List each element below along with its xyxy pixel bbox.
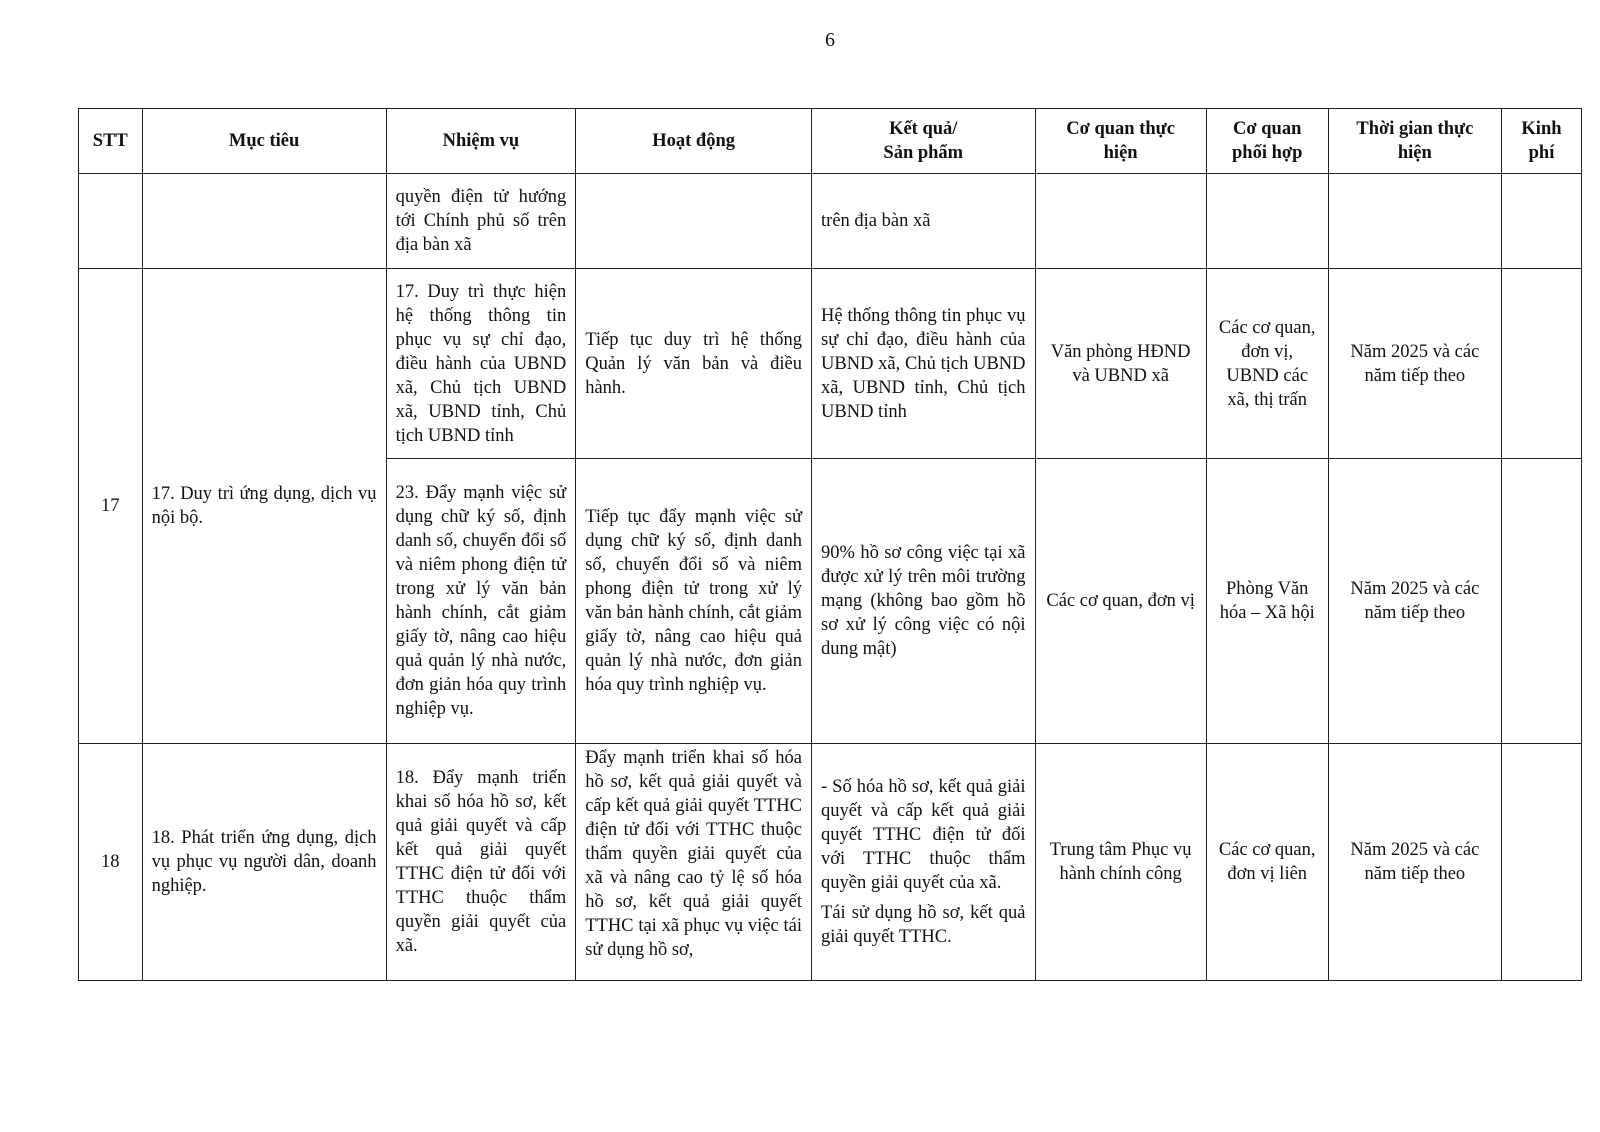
cell-co-quan-thuc-hien: Các cơ quan, đơn vị: [1035, 459, 1206, 744]
cell-co-quan-phoi-hop: Các cơ quan, đơn vị liên: [1206, 744, 1328, 981]
table-row: [79, 744, 1582, 981]
page-number: 6: [825, 29, 835, 51]
cell-stt: 17: [79, 269, 143, 744]
cell-thoi-gian: [1328, 174, 1501, 269]
cell-nhiem-vu: quyền điện tử hướng tới Chính phủ số trên địa bàn xã: [386, 174, 576, 269]
header-ket-qua: Kết quả/ Sản phẩm: [812, 109, 1036, 174]
cell-kinh-phi: [1501, 744, 1581, 981]
cell-co-quan-phoi-hop: Các cơ quan, đơn vị, UBND các xã, thị trấn: [1206, 269, 1328, 459]
header-co-quan-thuc-hien: Cơ quan thực hiện: [1035, 109, 1206, 174]
header-co-quan-phoi-hop: Cơ quan phối hợp: [1206, 109, 1328, 174]
cell-co-quan-thuc-hien: Trung tâm Phục vụ hành chính công: [1035, 744, 1206, 981]
ket-qua-item: Tái sử dụng hồ sơ, kết quả giải quyết TTHC.: [821, 903, 1026, 947]
header-thoi-gian: Thời gian thực hiện: [1328, 109, 1501, 174]
cell-kinh-phi: [1501, 174, 1581, 269]
hoat-dong-text: Đẩy mạnh triển khai số hóa hồ sơ, kết quả giải quyết và cấp kết quả giải quyết TTHC điện tử đối với TTHC thuộc thẩm quyền giải quyết của xã và nâng cao tỷ lệ số hóa hồ sơ, kết quả giải quyết TTHC tại xã phục vụ việc tái sử dụng hồ sơ,: [585, 748, 803, 960]
header-nhiem-vu: Nhiệm vụ: [386, 109, 576, 174]
ket-qua-item: - Số hóa hồ sơ, kết quả giải quyết và cấp kết quả giải quyết TTHC điện tử đối với TTHC thuộc thẩm quyền giải quyết của xã.: [821, 777, 1026, 893]
cell-thoi-gian: Năm 2025 và các năm tiếp theo: [1328, 744, 1501, 981]
cell-muc-tieu: [142, 174, 386, 269]
table-header-row: [79, 109, 1582, 174]
cell-co-quan-phoi-hop: [1206, 174, 1328, 269]
cell-thoi-gian: Năm 2025 và các năm tiếp theo: [1328, 459, 1501, 744]
cell-hoat-dong: [576, 744, 812, 981]
cell-ket-qua: Hệ thống thông tin phục vụ sự chỉ đạo, điều hành của UBND xã, Chủ tịch UBND xã, UBND tỉnh, Chủ tịch UBND tỉnh: [812, 269, 1036, 459]
cell-kinh-phi: [1501, 269, 1581, 459]
cell-thoi-gian: Năm 2025 và các năm tiếp theo: [1328, 269, 1501, 459]
cell-muc-tieu: 17. Duy trì ứng dụng, dịch vụ nội bộ.: [142, 269, 386, 744]
cell-ket-qua: 90% hồ sơ công việc tại xã được xử lý trên môi trường mạng (không bao gồm hồ sơ xử lý công việc có nội dung mật): [812, 459, 1036, 744]
table-row: [79, 269, 1582, 459]
cell-co-quan-phoi-hop: Phòng Văn hóa – Xã hội: [1206, 459, 1328, 744]
cell-ket-qua: [812, 744, 1036, 981]
header-kinh-phi: Kinh phí: [1501, 109, 1581, 174]
plan-table: [78, 108, 1582, 981]
cell-stt: [79, 174, 143, 269]
cell-ket-qua: trên địa bàn xã: [812, 174, 1036, 269]
header-hoat-dong: Hoạt động: [576, 109, 812, 174]
cell-stt: 18: [79, 744, 143, 981]
header-stt: STT: [79, 109, 143, 174]
cell-nhiem-vu: 17. Duy trì thực hiện hệ thống thông tin phục vụ sự chỉ đạo, điều hành của UBND xã, Chủ tịch UBND xã, UBND tỉnh, Chủ tịch UBND tỉnh: [386, 269, 576, 459]
cell-nhiem-vu: 18. Đẩy mạnh triển khai số hóa hồ sơ, kết quả giải quyết và cấp kết quả giải quyết TTHC điện tử đối với TTHC thuộc thẩm quyền giải quyết của xã.: [386, 744, 576, 981]
cell-hoat-dong: Tiếp tục đẩy mạnh việc sử dụng chữ ký số, định danh số, chuyển đổi số và niêm phong điện tử trong xử lý văn bản hành chính, cắt giảm giấy tờ, nâng cao hiệu quả quản lý nhà nước, đơn giản hóa quy trình nghiệp vụ.: [576, 459, 812, 744]
cell-co-quan-thuc-hien: [1035, 174, 1206, 269]
table-row: [79, 174, 1582, 269]
cell-hoat-dong: Tiếp tục duy trì hệ thống Quản lý văn bản và điều hành.: [576, 269, 812, 459]
cell-co-quan-thuc-hien: Văn phòng HĐND và UBND xã: [1035, 269, 1206, 459]
cell-nhiem-vu: 23. Đẩy mạnh việc sử dụng chữ ký số, định danh số, chuyển đổi số và niêm phong điện tử trong xử lý văn bản hành chính, cắt giảm giấy tờ, nâng cao hiệu quả quản lý nhà nước, đơn giản hóa quy trình nghiệp vụ.: [386, 459, 576, 744]
header-muc-tieu: Mục tiêu: [142, 109, 386, 174]
cell-hoat-dong: [576, 174, 812, 269]
cell-muc-tieu: 18. Phát triển ứng dụng, dịch vụ phục vụ người dân, doanh nghiệp.: [142, 744, 386, 981]
cell-kinh-phi: [1501, 459, 1581, 744]
